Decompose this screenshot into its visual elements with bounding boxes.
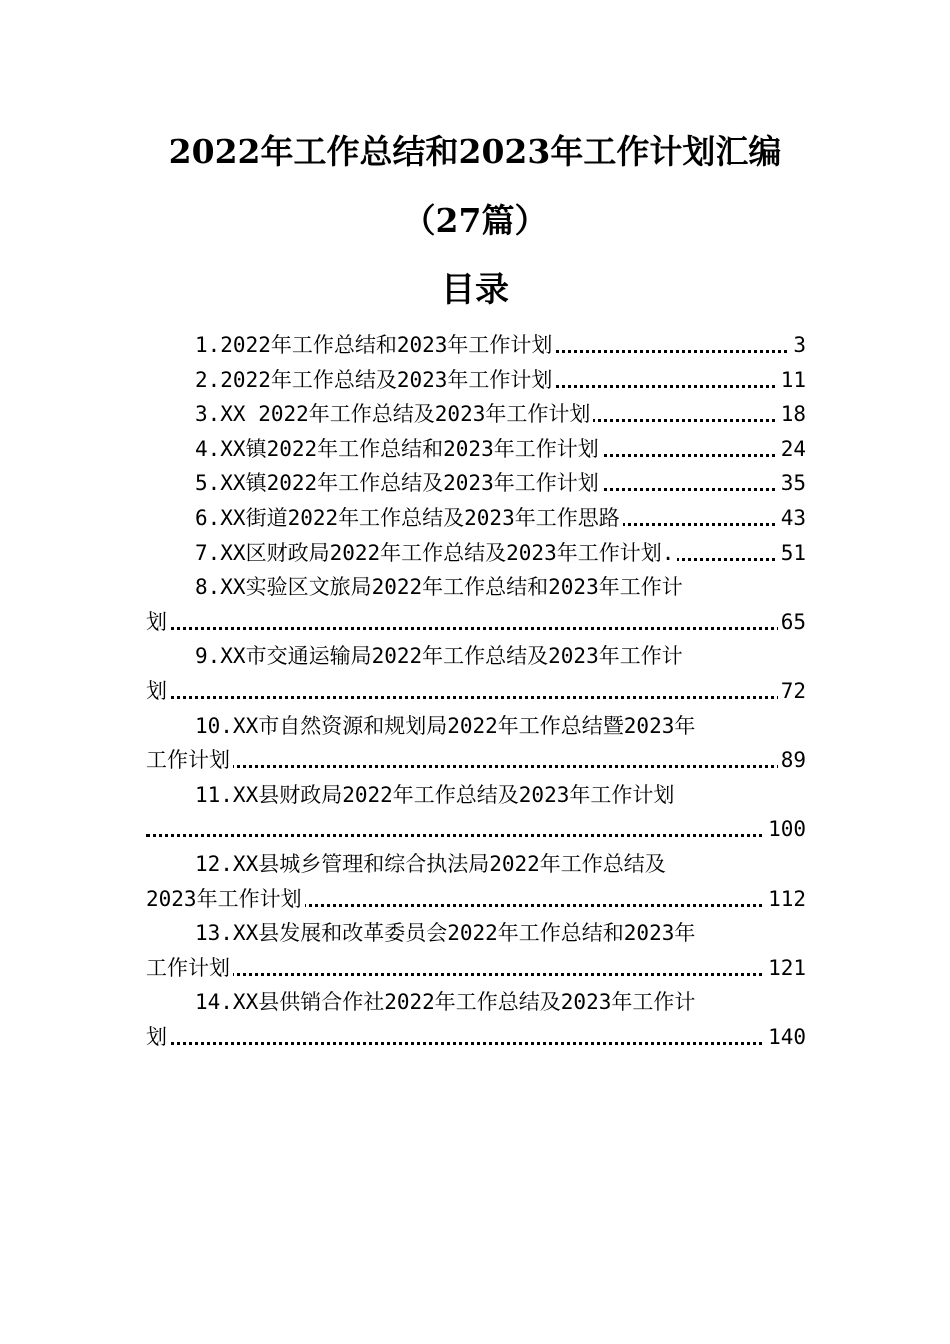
toc-entry-title: 9.XX市交通运输局2022年工作总结及2023年工作计 xyxy=(195,644,686,668)
toc-page-number: 51 xyxy=(778,536,806,570)
toc-entry-line[interactable] xyxy=(195,501,806,535)
toc-entry-title: 划 xyxy=(146,679,170,703)
toc-entry-line[interactable] xyxy=(146,674,806,708)
toc-dot-leader xyxy=(146,834,806,837)
toc-dot-leader xyxy=(146,696,806,699)
toc-entry-line[interactable] xyxy=(146,743,806,777)
toc-page-number: 35 xyxy=(778,466,806,500)
toc-page-number: 121 xyxy=(765,951,806,985)
toc-entry-line[interactable] xyxy=(146,951,806,985)
toc-entry-line[interactable] xyxy=(195,466,806,500)
toc-page-number: 18 xyxy=(778,397,806,431)
toc-entry-line[interactable] xyxy=(146,1020,806,1054)
toc-entry-title: 工作计划 xyxy=(146,956,233,980)
toc-entry-title: 12.XX县城乡管理和综合执法局2022年工作总结及 xyxy=(195,852,669,876)
toc-entry-line[interactable] xyxy=(146,605,806,639)
toc-heading: 目录 xyxy=(441,270,509,310)
toc-page-number: 89 xyxy=(778,743,806,777)
toc-entry-line[interactable] xyxy=(195,916,806,950)
toc-entry-title: 划 xyxy=(146,1025,170,1049)
toc-entry-title: 7.XX区财政局2022年工作总结及2023年工作计划. xyxy=(195,541,677,565)
toc-entry-title: 6.XX街道2022年工作总结及2023年工作思路 xyxy=(195,506,623,530)
toc-entry-line[interactable] xyxy=(146,882,806,916)
toc-entry-title: 3.XX 2022年工作总结及2023年工作计划 xyxy=(195,402,593,426)
toc-entry-line[interactable] xyxy=(195,847,806,881)
toc-entry-title: 14.XX县供销合作社2022年工作总结及2023年工作计 xyxy=(195,990,698,1014)
toc-entry-line[interactable] xyxy=(195,363,806,397)
toc-entry-line[interactable] xyxy=(195,570,806,604)
toc-entry-title: 2023年工作计划 xyxy=(146,887,305,911)
toc-dot-leader xyxy=(146,627,806,630)
toc-entry-line[interactable] xyxy=(195,536,806,570)
toc-entry-title: 5.XX镇2022年工作总结及2023年工作计划 xyxy=(195,471,602,495)
toc-entry-line[interactable] xyxy=(195,709,806,743)
toc-page-number: 24 xyxy=(778,432,806,466)
toc-dot-leader xyxy=(146,765,806,768)
toc-page-number: 43 xyxy=(778,501,806,535)
toc-entry-line[interactable] xyxy=(146,812,806,846)
toc-entry-line[interactable] xyxy=(195,985,806,1019)
toc-entry-title: 2.2022年工作总结及2023年工作计划 xyxy=(195,368,555,392)
toc-entry-title: 13.XX县发展和改革委员会2022年工作总结和2023年 xyxy=(195,921,698,945)
document-title: 2022年工作总结和2023年工作计划汇编 xyxy=(168,132,782,171)
toc-dot-leader xyxy=(146,973,806,976)
toc-entry-line[interactable] xyxy=(195,778,806,812)
toc-entry-line[interactable] xyxy=(195,639,806,673)
toc-entry-title: 4.XX镇2022年工作总结和2023年工作计划 xyxy=(195,437,602,461)
document-subtitle: （27篇） xyxy=(402,201,548,240)
toc-entry-title: 1.2022年工作总结和2023年工作计划 xyxy=(195,333,555,357)
toc-entry-title: 工作计划 xyxy=(146,748,233,772)
toc-page-number: 112 xyxy=(765,882,806,916)
toc-entry-title: 划 xyxy=(146,610,170,634)
toc-entry-title: 11.XX县财政局2022年工作总结及2023年工作计划 xyxy=(195,783,677,807)
toc-entry-title: 10.XX市自然资源和规划局2022年工作总结暨2023年 xyxy=(195,714,698,738)
toc-entry-line[interactable] xyxy=(195,432,806,466)
toc-entry-title: 8.XX实验区文旅局2022年工作总结和2023年工作计 xyxy=(195,575,686,599)
toc-entry-line[interactable] xyxy=(195,397,806,431)
toc-page-number: 100 xyxy=(765,812,806,846)
toc-page-number: 72 xyxy=(778,674,806,708)
toc-entry-line[interactable] xyxy=(195,328,806,362)
toc-dot-leader xyxy=(146,1042,806,1045)
toc-page-number: 65 xyxy=(778,605,806,639)
toc-page-number: 3 xyxy=(790,328,806,362)
toc-page-number: 11 xyxy=(778,363,806,397)
toc-page-number: 140 xyxy=(765,1020,806,1054)
